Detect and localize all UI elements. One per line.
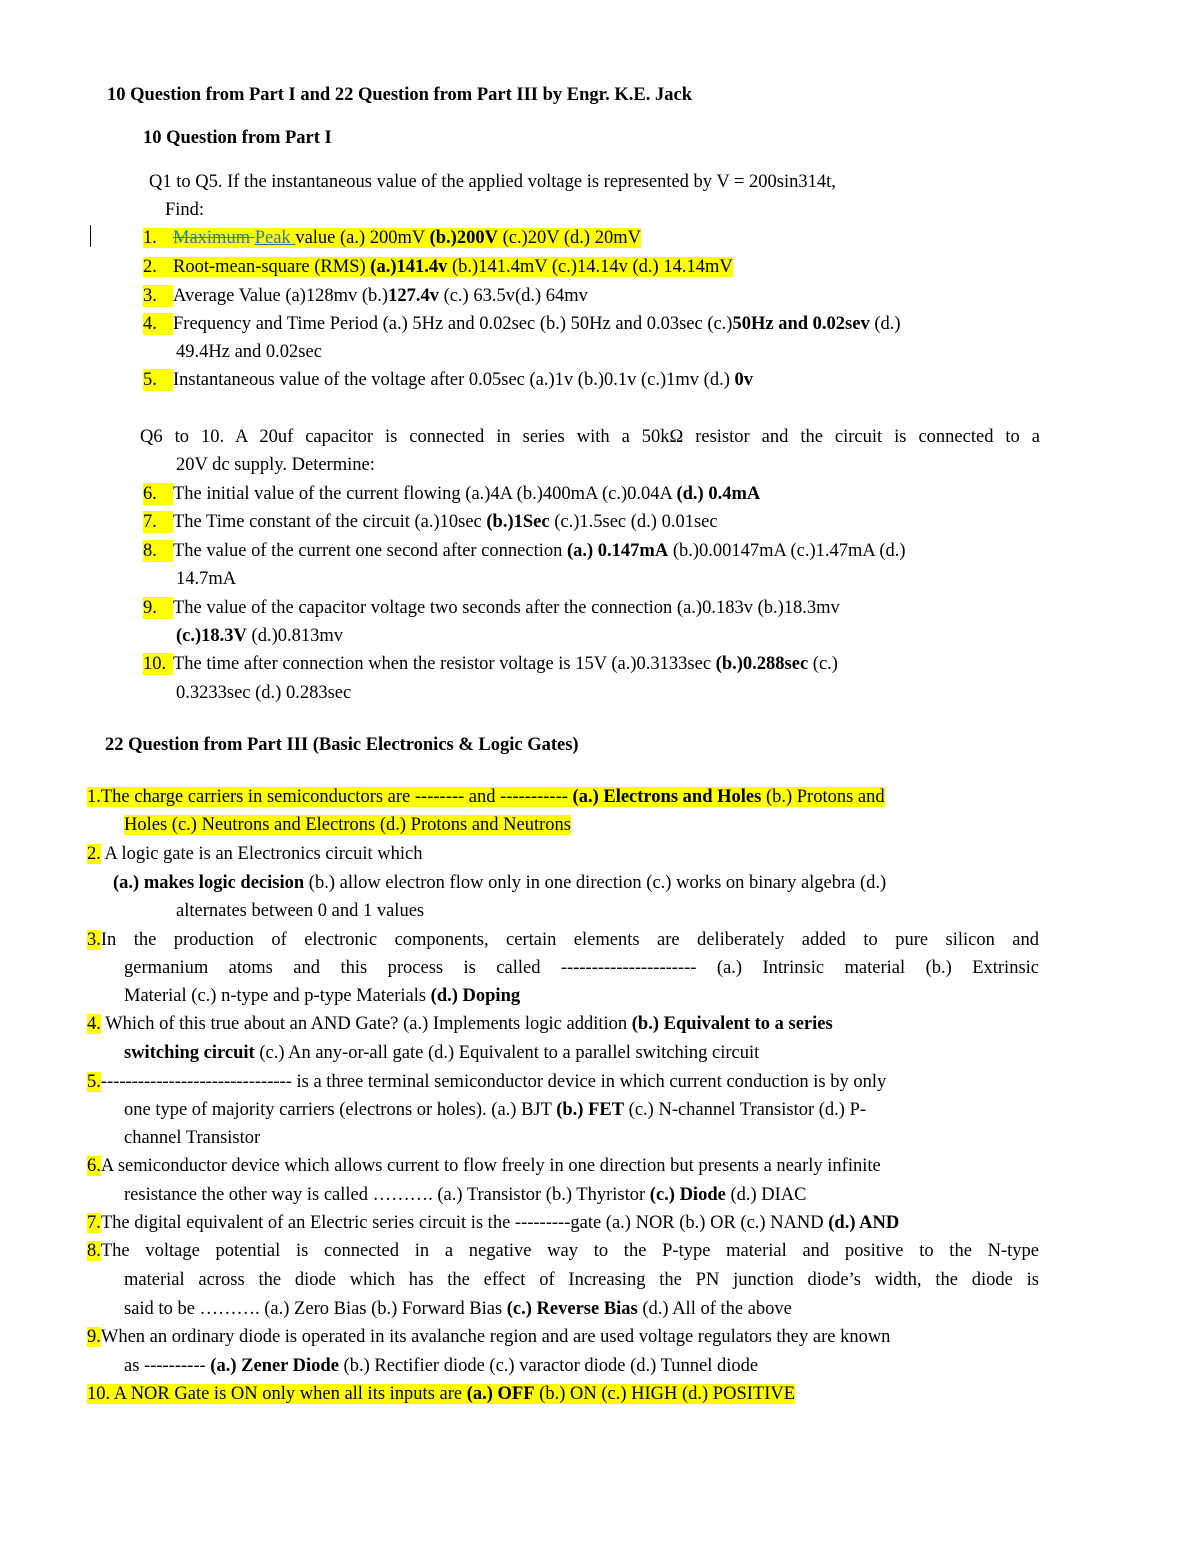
answer: (b.)200V	[429, 228, 498, 248]
part3-heading: 22 Question from Part III (Basic Electronics & Logic Gates)	[105, 735, 579, 755]
part1-intro: Q1 to Q5. If the instantaneous value of the applied voltage is represented by V = 200sin314t,	[149, 172, 836, 192]
electronics-question-6: 6.A semiconductor device which allows current to flow freely in one direction but presents a nearly infinite	[87, 1156, 881, 1176]
question-10-cont: 0.3233sec (d.) 0.283sec	[176, 683, 352, 703]
answer: (d.) 0.4mA	[676, 484, 761, 504]
answer-cont: switching circuit	[124, 1043, 255, 1063]
part1-intro-2: Q6 to 10. A 20uf capacitor is connected in series with a 50kΩ resistor and the circuit is connected to a	[140, 427, 1040, 447]
answer: (c.) Diode	[649, 1185, 726, 1205]
electronics-question-1-cont: Holes (c.) Neutrons and Electrons (d.) Protons and Neutrons	[124, 815, 571, 835]
deleted-text: Maximum	[173, 228, 255, 248]
answer: (a.) Zener Diode	[210, 1356, 339, 1376]
question-3: 3. Average Value (a)128mv (b.)127.4v (c.) 63.5v(d.) 64mv	[143, 286, 588, 306]
question-4: 4. Frequency and Time Period (a.) 5Hz and 0.02sec (b.) 50Hz and 0.03sec (c.)50Hz and 0.02sev (d.)	[143, 314, 901, 334]
question-1: 1. Maximum Peak value (a.) 200mV (b.)200V (c.)20V (d.) 20mV	[143, 228, 641, 248]
question-9-cont: (c.)18.3V (d.)0.813mv	[176, 626, 343, 646]
electronics-question-3-cont-2: Material (c.) n-type and p-type Materials (d.) Doping	[124, 986, 521, 1006]
answer: (b.) Equivalent to a series	[631, 1014, 833, 1034]
electronics-question-8-cont: material across the diode which has the effect of Increasing the PN junction diode’s width, the diode is	[124, 1270, 1039, 1290]
electronics-question-2-options: (a.) makes logic decision (b.) allow electron flow only in one direction (c.) works on binary algebra (d.)	[113, 873, 887, 893]
electronics-question-3-cont: germanium atoms and this process is called ---------------------- (a.) Intrinsic material (b.) Extrinsic	[124, 958, 1039, 978]
answer: (a.) Electrons and Holes	[572, 787, 762, 807]
revision-bar	[90, 225, 91, 247]
question-6: 6. The initial value of the current flowing (a.)4A (b.)400mA (c.)0.04A (d.) 0.4mA	[143, 484, 761, 504]
answer: (a.) makes logic decision	[113, 873, 305, 893]
part1-find: Find:	[165, 200, 205, 220]
inserted-text: Peak	[254, 228, 296, 248]
electronics-question-8-cont-2: said to be ………. (a.) Zero Bias (b.) Forward Bias (c.) Reverse Bias (d.) All of the above	[124, 1299, 792, 1319]
answer: (a.) 0.147mA	[566, 541, 669, 561]
answer: 0v	[734, 370, 753, 390]
question-5: 5. Instantaneous value of the voltage after 0.05sec (a.)1v (b.)0.1v (c.)1mv (d.) 0v	[143, 370, 753, 390]
electronics-question-1: 1.The charge carriers in semiconductors are -------- and ----------- (a.) Electrons and Holes (b.) Protons and	[87, 787, 885, 807]
question-4-cont: 49.4Hz and 0.02sec	[176, 342, 322, 362]
answer: (c.) Reverse Bias	[506, 1299, 638, 1319]
electronics-question-10: 10. A NOR Gate is ON only when all its inputs are (a.) OFF (b.) ON (c.) HIGH (d.) POSITIVE	[87, 1384, 796, 1404]
electronics-question-8: 8.The voltage potential is connected in a negative way to the P-type material and positive to the N-type	[87, 1241, 1039, 1261]
answer: (d.) AND	[828, 1213, 900, 1233]
electronics-question-2: 2. A logic gate is an Electronics circuit which	[87, 844, 423, 864]
electronics-question-5: 5.------------------------------- is a three terminal semiconductor device in which current conduction is by only	[87, 1072, 887, 1092]
answer: (a.)141.4v	[370, 257, 448, 277]
answer: (c.)18.3V	[176, 626, 247, 646]
answer: (b.)0.288sec	[715, 654, 809, 674]
question-9: 9. The value of the capacitor voltage two seconds after the connection (a.)0.183v (b.)18.3mv	[143, 598, 840, 618]
question-8: 8. The value of the current one second after connection (a.) 0.147mA (b.)0.00147mA (c.)1.47mA (d.)	[143, 541, 906, 561]
electronics-question-5-cont: one type of majority carriers (electrons or holes). (a.) BJT (b.) FET (c.) N-channel Transistor (d.) P-	[124, 1100, 867, 1120]
electronics-question-2-cont: alternates between 0 and 1 values	[176, 901, 425, 921]
answer: (b.) FET	[556, 1100, 625, 1120]
answer: (b.)1Sec	[486, 512, 550, 532]
electronics-question-6-cont: resistance the other way is called ………. (a.) Transistor (b.) Thyristor (c.) Diode (d.) DIAC	[124, 1185, 807, 1205]
part1-heading: 10 Question from Part I	[143, 128, 332, 148]
question-8-cont: 14.7mA	[176, 569, 237, 589]
electronics-question-7: 7.The digital equivalent of an Electric series circuit is the ---------gate (a.) NOR (b.) OR (c.) NAND (d.) AND	[87, 1213, 900, 1233]
part1-determine: 20V dc supply. Determine:	[176, 455, 375, 475]
answer: 50Hz and 0.02sev	[732, 314, 870, 334]
document-title: 10 Question from Part I and 22 Question from Part III by Engr. K.E. Jack	[107, 85, 693, 105]
electronics-question-3: 3.In the production of electronic components, certain elements are deliberately added to pure silicon and	[87, 930, 1039, 950]
electronics-question-4-cont: switching circuit (c.) An any-or-all gate (d.) Equivalent to a parallel switching circuit	[124, 1043, 760, 1063]
question-7: 7. The Time constant of the circuit (a.)10sec (b.)1Sec (c.)1.5sec (d.) 0.01sec	[143, 512, 718, 532]
answer: (a.) OFF	[466, 1384, 535, 1404]
question-2: 2. Root-mean-square (RMS) (a.)141.4v (b.)141.4mV (c.)14.14v (d.) 14.14mV	[143, 257, 733, 277]
answer: 127.4v	[388, 286, 439, 306]
answer: (d.) Doping	[430, 986, 521, 1006]
electronics-question-9-cont: as ---------- (a.) Zener Diode (b.) Rectifier diode (c.) varactor diode (d.) Tunnel diode	[124, 1356, 759, 1376]
question-10: 10. The time after connection when the resistor voltage is 15V (a.)0.3133sec (b.)0.288sec (c.)	[143, 654, 838, 674]
electronics-question-9: 9.When an ordinary diode is operated in its avalanche region and are used voltage regulators they are known	[87, 1327, 891, 1347]
electronics-question-5-cont-2: channel Transistor	[124, 1128, 261, 1148]
electronics-question-4: 4. Which of this true about an AND Gate? (a.) Implements logic addition (b.) Equivalent to a series	[87, 1014, 833, 1034]
